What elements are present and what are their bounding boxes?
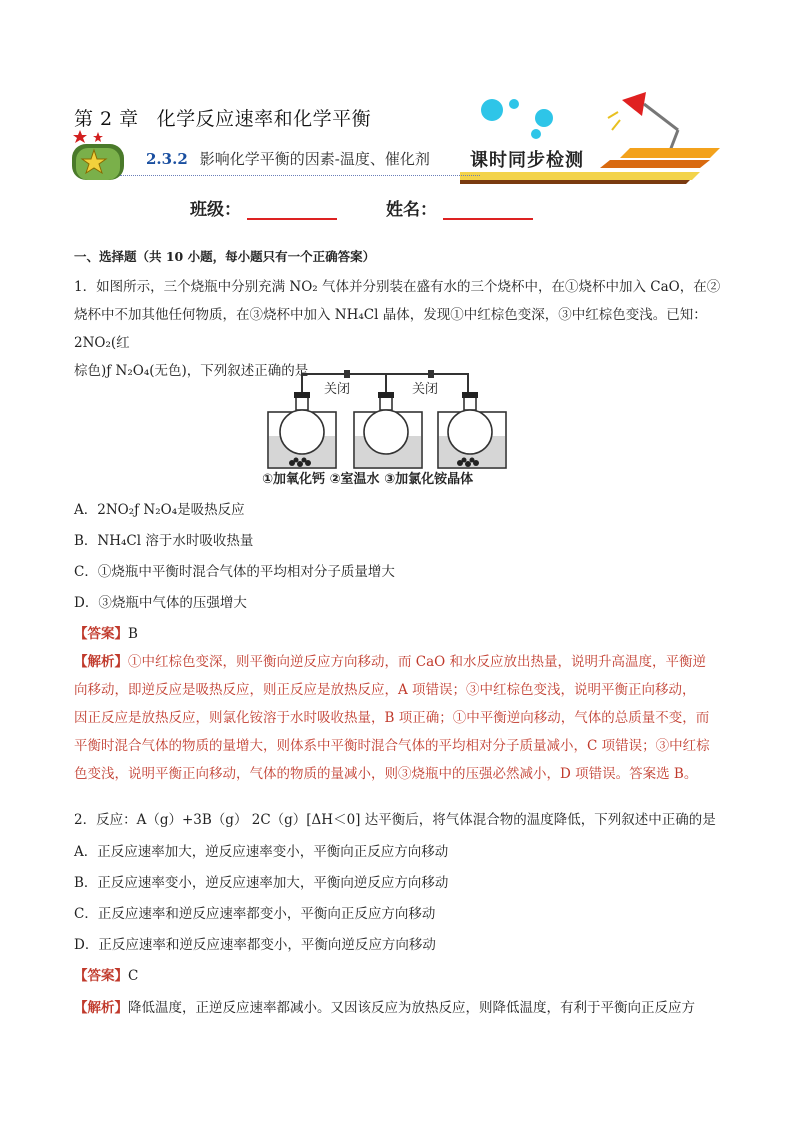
dotted-divider (120, 175, 480, 176)
q1-apparatus-figure (262, 362, 544, 488)
name-label: 姓名： (386, 200, 437, 220)
analysis-line: 向移动，即逆反应是吸热反应，则正反应是放热反应，A 项错误；③中红棕色变浅，说明平衡正向移动， (74, 682, 696, 698)
valve-left-label: 关闭 (324, 382, 351, 397)
q2-option-c: C．正反应速率和逆反应速率都变小，平衡向正反应方向移动 (74, 906, 436, 922)
class-blank[interactable] (247, 202, 337, 220)
q1-line: 棕色)ƒ N₂O₄(无色)，下列叙述正确的是 (74, 363, 309, 379)
q2-option-a: A．正反应速率加大，逆反应速率变小，平衡向正反应方向移动 (74, 844, 449, 860)
banner-label: 课时同步检测 (470, 150, 584, 171)
analysis-line: 平衡时混合气体的物质的量增大，则体系中平衡时混合气体的平均相对分子质量减小，C 项错误；③中红棕 (74, 738, 710, 754)
q2-analysis (74, 996, 695, 1016)
name-blank[interactable] (443, 202, 533, 220)
analysis-tag: 【解析】 (74, 1000, 128, 1016)
header-logo (70, 128, 130, 180)
valve-right-label: 关闭 (412, 382, 439, 397)
q2-option-b: B．正反应速率变小，逆反应速率加大，平衡向逆反应方向移动 (74, 875, 449, 891)
section-title: 影响化学平衡的因素-温度、催化剂 (199, 150, 430, 168)
answer-value: B (128, 626, 138, 642)
answer-tag: 【答案】 (74, 626, 128, 642)
q1-option-a: A．2NO₂ƒ N₂O₄是吸热反应 (74, 502, 245, 518)
chapter-heading (74, 104, 371, 131)
figure-caption: ①加氧化钙 ②室温水 ③加氯化铵晶体 (262, 472, 474, 487)
class-field (190, 195, 337, 220)
q2-answer (74, 964, 138, 984)
q1-answer (74, 622, 138, 642)
analysis-line: 因正反应是放热反应，则氯化铵溶于水时吸收热量，B 项正确；①中平衡逆向移动，气体的总质量不变，而 (74, 710, 710, 726)
chapter-title: 化学反应速率和化学平衡 (156, 108, 372, 130)
q2-stem: 2．反应：A（g）+3B（g） 2C（g）[ΔH＜0] 达平衡后，将气体混合物的温度降低，下列叙述中正确的是 (74, 812, 716, 828)
analysis-tag: 【解析】 (74, 654, 128, 670)
name-field (386, 195, 533, 220)
q1-option-b: B．NH₄Cl 溶于水时吸收热量 (74, 533, 254, 549)
q1-line: 1．如图所示，三个烧瓶中分别充满 NO₂ 气体并分别装在盛有水的三个烧杯中，在①烧杯中加入 CaO，在② (74, 279, 721, 295)
class-label: 班级： (190, 200, 241, 220)
section-heading: 一、选择题（共 10 小题，每小题只有一个正确答案） (74, 249, 376, 264)
chapter-number: 第 2 章 (74, 108, 139, 130)
q1-option-c: C．①烧瓶中平衡时混合气体的平均相对分子质量增大 (74, 564, 395, 580)
q1-option-d: D．③烧瓶中气体的压强增大 (74, 595, 247, 611)
q1-analysis (74, 648, 734, 788)
q2-option-d: D．正反应速率和逆反应速率都变小，平衡向逆反应方向移动 (74, 937, 436, 953)
section-subtitle (146, 148, 430, 169)
section-number: 2.3.2 (146, 150, 188, 168)
answer-value: C (128, 968, 139, 984)
analysis-line: 降低温度，正逆反应速率都减小。又因该反应为放热反应，则降低温度，有利于平衡向正反应方 (128, 1000, 695, 1016)
analysis-line: ①中红棕色变深，则平衡向逆反应方向移动，而 CaO 和水反应放出热量，说明升高温度，平衡逆 (128, 654, 707, 670)
q1-line: 烧杯中不加其他任何物质，在③烧杯中加入 NH₄Cl 晶体，发现①中红棕色变深，③中红棕色变浅。已知：2NO₂(红 (74, 307, 707, 351)
answer-tag: 【答案】 (74, 968, 128, 984)
analysis-line: 色变浅，说明平衡正向移动，气体的物质的量减小，则③烧瓶中的压强必然减小，D 项错误。答案选 B。 (74, 766, 698, 782)
